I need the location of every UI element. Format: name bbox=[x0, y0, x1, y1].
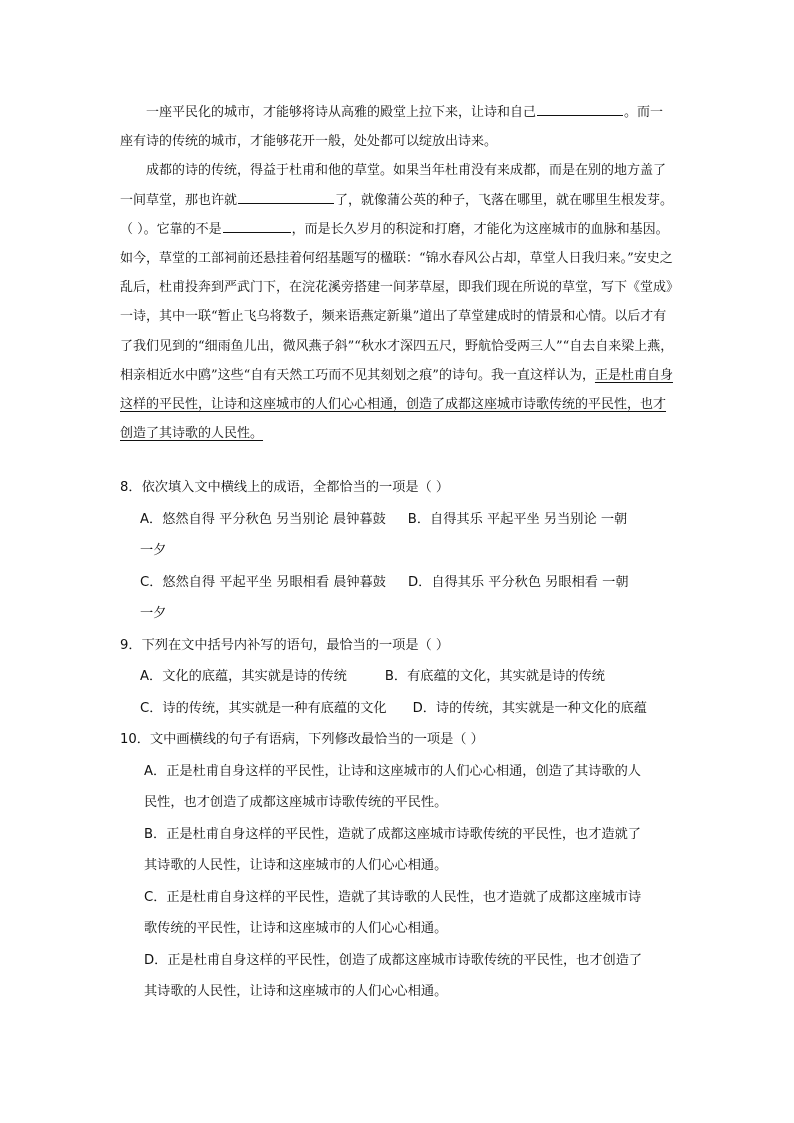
option-c-continuation: 歌传统的平民性，让诗和这座城市的人们心心相通。 bbox=[144, 921, 448, 936]
option-c: C．诗的传统，其实就是一种有底蕴的文化 bbox=[140, 700, 387, 716]
passage-paragraph-2 bbox=[120, 156, 676, 448]
answer-blank-2 bbox=[238, 187, 334, 204]
question-stem: 10．文中画横线的句子有语病，下列修改最恰当的一项是（ ） bbox=[120, 732, 484, 747]
option-row bbox=[120, 567, 680, 599]
option-row bbox=[120, 661, 680, 693]
passage-paragraph-1 bbox=[120, 98, 676, 156]
option-c: C．悠然自得 平起平坐 另眼相看 晨钟暮鼓 bbox=[140, 574, 386, 590]
option-a: A．悠然自得 平分秋色 另当别论 晨钟暮鼓 bbox=[140, 511, 386, 527]
option-d: D．自得其乐 平分秋色 另眼相看 一朝 bbox=[407, 574, 629, 590]
option-b: B．自得其乐 平起平坐 另当别论 一朝 bbox=[407, 511, 628, 527]
underlined-sentence: 正是杜甫自身这样的平民性，让诗和这座城市的人们心心相通，创造了成都这座城市诗歌传统的平民性，也才创造了其诗歌的人民性。 bbox=[120, 367, 673, 442]
reading-passage bbox=[120, 98, 676, 448]
question-list bbox=[120, 472, 680, 1008]
passage-text: 。而一座有诗的传统的城市，才能够花开一般，处处都可以绽放出诗来。 bbox=[120, 105, 664, 150]
question-stem: 8．依次填入文中横线上的成语，全都恰当的一项是（ ） bbox=[120, 480, 450, 495]
question-8 bbox=[120, 472, 680, 630]
option-row bbox=[120, 693, 680, 725]
question-stem: 9．下列在文中括号内补写的语句，最恰当的一项是（ ） bbox=[120, 637, 450, 653]
option-d-continuation: 其诗歌的人民性，让诗和这座城市的人们心心相通。 bbox=[144, 984, 448, 999]
option-d-continuation: 一夕 bbox=[140, 606, 167, 621]
option-c: C．正是杜甫自身这样的平民性，造就了其诗歌的人民性，也才造就了成都这座城市诗 bbox=[144, 889, 642, 905]
option-a: A．正是杜甫自身这样的平民性，让诗和这座城市的人们心心相通，创造了其诗歌的人 bbox=[144, 763, 641, 779]
option-b: B．有底蕴的文化，其实就是诗的传统 bbox=[384, 669, 605, 684]
option-b-continuation: 一夕 bbox=[140, 543, 167, 558]
passage-text: 一座平民化的城市，才能够将诗从高雅的殿堂上拉下来，让诗和自己 bbox=[146, 105, 537, 120]
option-d: D．诗的传统，其实就是一种文化的底蕴 bbox=[412, 700, 647, 716]
option-row bbox=[120, 504, 680, 536]
option-d: D．正是杜甫自身这样的平民性，创造了成都这座城市诗歌传统的平民性，也才创造了 bbox=[144, 952, 643, 968]
answer-blank-1 bbox=[537, 99, 623, 116]
question-10 bbox=[120, 724, 680, 1008]
answer-blank-3 bbox=[223, 216, 291, 233]
passage-text: 了，就像蒲公英的种子，飞落在哪里，就在哪里生根发芽。（ ）。它靠的不是 bbox=[120, 192, 674, 237]
option-b: B．正是杜甫自身这样的平民性，造就了成都这座城市诗歌传统的平民性，也才造就了 bbox=[144, 826, 641, 842]
option-b-continuation: 其诗歌的人民性，让诗和这座城市的人们心心相通。 bbox=[144, 858, 448, 873]
passage-text: ，而是长久岁月的积淀和打磨，才能化为这座城市的血脉和基因。如今，草堂的工部祠前还悬挂着何绍基题写的楹联：“锦水春风公占却，草堂人日我归来。”安史之乱后，杜甫投奔到严武门下，在浣花溪旁搭建一间茅草屋，即我们现在所说的草堂，写下《堂成》一诗，其中一联“暂止飞乌将数子，频来语燕定新巢”道出了草堂建成时的情景和心情。以后才有了我们见到的“细雨鱼儿出，微风燕子斜”“秋水才深四五尺，野航恰受两三人”“自去自来梁上燕，相亲相近水中鸥”这些“自有天然工巧而不见其刻划之痕”的诗句。我一直这样认为， bbox=[120, 221, 674, 383]
passage-text: 成都的诗的传统，得益于杜甫和他的草堂。如果当年杜甫没有来成都，而是在别的地方盖了一间草堂，那也许就 bbox=[120, 163, 667, 208]
question-9 bbox=[120, 630, 680, 725]
option-a-continuation: 民性，也才创造了成都这座城市诗歌传统的平民性。 bbox=[144, 795, 448, 810]
option-a: A．文化的底蕴，其实就是诗的传统 bbox=[140, 669, 347, 684]
